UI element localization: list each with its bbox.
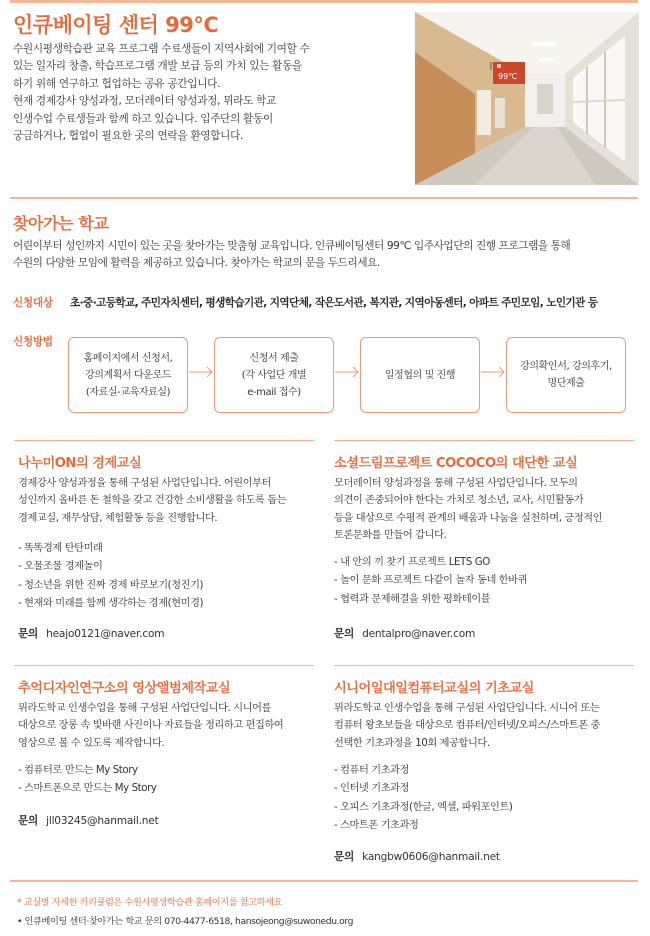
step-text: (자료실-교육자료실) [85, 386, 171, 398]
program-list [18, 540, 318, 614]
intro-line: 있는 일자리 창출, 학습프로그램 개발 보급 등의 가치 있는 활동을 [13, 60, 302, 73]
program-desc-line: 컴퓨터 왕초보들을 대상으로 컴퓨터/인터넷/오피스/스마트폰 중 [334, 720, 600, 732]
program-title: 나누미ON의 경제교실 [18, 456, 142, 471]
program-desc [334, 700, 634, 752]
program-rule [334, 440, 634, 441]
contact-label: 문의 [334, 851, 355, 863]
intro-line: 수원시평생학습관 교육 프로그램 수료생들이 지역사회에 기여할 수 [13, 43, 310, 55]
school-lead-line: 어린이부터 성인까지 시민이 있는 곳을 찾아가는 맞춤형 교육입니다. 인큐베이팅센터 99℃ 입주사업단의 진행 프로그램을 통해 [13, 240, 571, 252]
list-item: - 인터넷 기초과정 [334, 783, 410, 795]
program-list [18, 762, 318, 799]
program-contact [18, 813, 159, 828]
section-rule [10, 197, 638, 199]
list-item: - 내 안의 끼 찾기 프로젝트 LETS GO [334, 557, 490, 568]
program-list [334, 762, 634, 836]
program-rule [14, 440, 314, 441]
program-list [334, 554, 634, 609]
program-desc-line: 등을 대상으로 수평적 관계의 배움과 나눔을 실천하며, 긍정적인 [334, 512, 603, 524]
program-contact [18, 626, 164, 641]
step-text: 홈페이지에서 신청서, [83, 352, 173, 364]
hallway-photo [415, 12, 639, 185]
program-contact [334, 626, 475, 641]
program-desc [334, 475, 634, 545]
step-text: 강의확인서, 강의후기, [520, 361, 612, 372]
step-schedule [360, 337, 480, 413]
contact-email[interactable]: kangbw0606@hanmail.net [362, 851, 500, 863]
program-desc-line: 선택한 기초과정을 10회 제공합니다. [334, 737, 490, 749]
contact-email[interactable]: jll03245@hanmail.net [46, 815, 159, 827]
intro-line: 인생수업 수료생들과 함께 하고 있습니다. 입주단의 활동이 [13, 112, 273, 125]
step-confirm [506, 337, 626, 413]
program-rule [334, 665, 634, 666]
list-item: - 오피스 기초과정(한글, 엑셀, 파워포인트) [334, 801, 513, 813]
program-contact [334, 849, 500, 864]
target-text: 초·중·고등학교, 주민자치센터, 평생학습기관, 지역단체, 작은도서관, 복지관, 지역아동센터, 아파트 주민모임, 노인기관 등 [70, 297, 598, 309]
top-rule [10, 0, 638, 3]
program-desc-line: 대상으로 장롱 속 빛바랜 사진이나 자료들을 정리하고 편집하여 [18, 720, 284, 732]
step-text: 신청서 제출 [249, 352, 299, 364]
program-title: 추억디자인연구소의 영상앨범제작교실 [18, 681, 231, 696]
program-desc-line: 뮈라도학교 인생수업을 통해 구성된 사업단입니다. 시니어를 [18, 703, 272, 714]
school-title: 찾아가는 학교 [13, 214, 109, 233]
page-title: 인큐베이팅 센터 99℃ [13, 13, 219, 37]
step-text: (각 사업단 개별 [241, 369, 307, 381]
arrow-right-icon [188, 365, 214, 379]
arrow-right-icon [334, 365, 360, 379]
step-download [68, 337, 188, 413]
step-text: 강의계획서 다운로드 [84, 369, 172, 381]
intro-line: 현재 경제강사 양성과정, 모더레이터 양성과정, 뮈라도 학교 [13, 95, 276, 108]
method-label: 신청방법 [13, 336, 53, 348]
school-lead-line: 수원의 다양한 모임에 활력을 제공하고 있습니다. 찾아가는 학교의 문을 두드리세요. [13, 257, 380, 270]
program-desc-line: 경제강사 양성과정을 통해 구성된 사업단입니다. 어린이부터 [18, 478, 272, 489]
contact-label: 문의 [18, 815, 39, 827]
step-text: 명단제출 [547, 378, 585, 389]
arrow-right-icon [480, 365, 506, 379]
photo-sign-text: 99℃ [498, 72, 518, 81]
footer-contact-info: • 인큐베이팅 센터·찾아가는 학교 문의 070-4477-6518, hansojeong@suwonedu.org [17, 916, 354, 927]
program-desc [18, 700, 318, 752]
contact-label: 문의 [334, 628, 355, 640]
school-lead [13, 238, 633, 273]
list-item: - 컴퓨터로 만드는 My Story [18, 765, 138, 776]
list-item: - 놀이 문화 프로젝트 다같이 놀자 동네 한바퀴 [334, 575, 528, 587]
program-desc-line: 경제교실, 재무상담, 체험활동 등을 진행합니다. [18, 512, 218, 524]
step-submit [214, 337, 334, 413]
program-desc-line: 성인까지 올바른 돈 철학을 갖고 건강한 소비생활을 하도록 돕는 [18, 495, 287, 507]
list-item: - 컴퓨터 기초과정 [334, 765, 410, 776]
program-rule [14, 665, 314, 666]
program-desc-line: 영상으로 볼 수 있도록 제작합니다. [18, 737, 165, 749]
program-desc-line: 뮈라도학교 인생수업을 통해 구성된 사업단입니다. 시니어 또는 [334, 703, 600, 714]
program-desc-line: 토론문화를 만들어 갑니다. [334, 530, 447, 542]
program-desc [18, 475, 318, 527]
intro-paragraph [13, 41, 343, 145]
step-text: 일정협의 및 진행 [384, 369, 456, 381]
list-item: - 오물조물 경제놀이 [18, 561, 103, 573]
target-label: 신청대상 [13, 297, 53, 309]
footer-note: * 교실별 자세한 커리큘럼은 수원시평생학습관 홈페이지를 참고하세요 [17, 897, 283, 908]
list-item: - 청소년을 위한 진짜 경제 바로보기(청진기) [18, 579, 204, 591]
contact-email[interactable]: heajo0121@naver.com [46, 628, 165, 640]
program-desc-line: 모더레이터 양성과정을 통해 구성된 사업단입니다. 모두의 [334, 478, 578, 489]
contact-email[interactable]: dentalpro@naver.com [362, 628, 476, 640]
hallway-illustration [415, 12, 639, 185]
list-item: - 협력과 문제해결을 위한 평화테이블 [334, 593, 491, 605]
contact-label: 문의 [18, 628, 39, 640]
list-item: - 스마트폰으로 만드는 My Story [18, 783, 157, 795]
list-item: - 현재와 미래를 함께 생각하는 경제(현미경) [18, 598, 204, 610]
program-title: 소셜드림프로젝트 COCOCO의 대단한 교실 [334, 456, 578, 471]
intro-line: 하기 위해 연구하고 협업하는 공유 공간입니다. [13, 77, 221, 90]
program-desc-line: 의견이 존중되어야 한다는 가치로 청소년, 교사, 시민활동가 [334, 495, 584, 507]
program-title: 시니어일대일컴퓨터교실의 기초교실 [334, 681, 534, 696]
footer-rule [10, 880, 638, 882]
step-text: e-mail 접수) [247, 386, 301, 398]
list-item: - 똑똑경제 탄탄미래 [18, 543, 103, 554]
intro-line: 궁금하거나, 협업이 필요한 곳의 연락을 환영합니다. [13, 130, 244, 143]
list-item: - 스마트폰 기초과정 [334, 820, 419, 832]
